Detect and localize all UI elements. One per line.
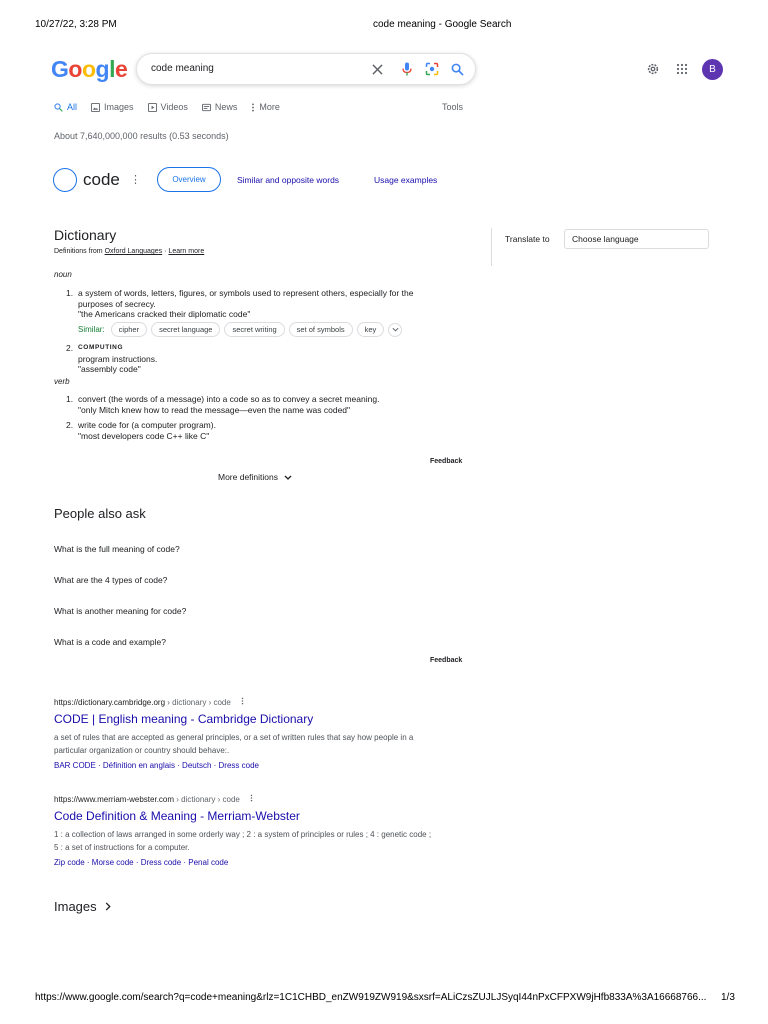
def-example: "the Americans cracked their diplomatic code" [78,309,251,319]
def-number: 1. [66,288,74,298]
definition-item [66,288,446,318]
print-datetime: 10/27/22, 3:28 PM [35,19,117,30]
similar-chip[interactable]: secret language [151,322,220,337]
gear-icon[interactable] [644,60,662,78]
def-number: 2. [66,343,74,353]
definition-item [66,394,446,416]
tab-videos[interactable] [148,102,188,112]
chevron-right-icon [105,902,111,911]
tab-all[interactable] [54,102,77,112]
google-logo[interactable] [51,56,127,83]
result-title[interactable]: Code Definition & Meaning - Merriam-Webster [54,809,300,823]
dictionary-title: Dictionary [54,227,117,243]
images-section-title: Images [54,899,97,914]
term-circle-icon [53,168,77,192]
chevron-down-icon[interactable] [388,323,402,337]
def-example: "only Mitch knew how to read the message—even the name was coded" [78,404,351,415]
def-number: 2. [66,420,74,430]
paa-question[interactable]: What is the full meaning of code? [54,544,180,554]
print-page-number: 1/3 [721,992,735,1003]
paa-question[interactable]: What is another meaning for code? [54,606,187,616]
pos-verb: verb [54,377,70,386]
result-domain: https://www.merriam-webster.com [54,795,175,804]
chevron-down-icon [284,475,292,480]
tab-images[interactable] [91,102,134,112]
more-vert-icon[interactable] [241,697,244,705]
logo-letter: l [109,56,115,82]
tab-label: Images [104,102,134,112]
result-url[interactable] [54,697,244,707]
images-section-header[interactable] [54,899,111,914]
logo-letter: e [114,56,128,82]
paa-question[interactable]: What is a code and example? [54,637,166,647]
search-tabs [54,102,280,112]
result-breadcrumb: › dictionary › code [165,698,231,707]
translate-label: Translate to [505,234,550,244]
tab-label: Videos [160,102,188,112]
search-icon [54,103,63,112]
avatar[interactable]: B [702,59,723,80]
def-domain-label: COMPUTING [78,344,124,351]
video-icon [148,103,157,112]
tab-label: More [259,102,280,112]
def-example: "assembly code" [78,364,141,374]
term-word: code [83,170,120,189]
tab-similar-opposite[interactable]: Similar and opposite words [237,175,340,185]
search-box[interactable] [136,53,476,85]
definition-item [66,343,446,375]
def-text: write code for (a computer program). [78,420,216,430]
source-sep: · [162,248,169,255]
similar-label: Similar: [78,325,105,334]
logo-letter: o [81,56,96,82]
more-definitions-button[interactable] [218,472,292,482]
tab-label: News [214,102,238,112]
def-text: convert (the words of a message) into a code so as to convey a secret meaning. [78,394,380,404]
more-vert-icon [251,103,255,112]
source-link[interactable]: Oxford Languages [104,248,163,255]
apps-grid-icon[interactable] [673,60,691,78]
similar-chip[interactable]: key [357,322,385,337]
news-icon [202,103,211,112]
tab-label: All [67,102,78,112]
more-definitions-label: More definitions [218,472,279,482]
result-breadcrumb: › dictionary › code [174,795,240,804]
dictionary-feedback-link[interactable]: Feedback [430,458,463,465]
result-stats: About 7,640,000,000 results (0.53 seconds) [54,131,229,141]
source-prefix: Definitions from [54,248,105,255]
pos-noun: noun [54,270,72,279]
translate-language-select[interactable]: Choose language [564,229,709,249]
result-sitelinks[interactable]: BAR CODE · Définition en anglais · Deutsch · Dress code [54,761,259,770]
logo-letter: G [51,56,69,82]
result-snippet: a set of rules that are accepted as general principles, or a set of written rules that say how people in a particular organization or country should behave:. [54,733,414,755]
result-domain: https://dictionary.cambridge.org [54,698,166,707]
tab-more[interactable] [251,102,280,112]
search-icon[interactable] [449,61,465,77]
result-sitelinks[interactable]: Zip code · Morse code · Dress code · Penal code [54,858,229,867]
paa-question[interactable]: What are the 4 types of code? [54,575,168,585]
definition-item [66,420,446,442]
logo-letter: g [95,56,110,82]
translate-divider [491,228,492,266]
image-icon [91,103,100,112]
people-also-ask-title: People also ask [54,506,146,521]
paa-feedback-link[interactable]: Feedback [430,657,463,664]
def-number: 1. [66,394,74,404]
search-input[interactable]: code meaning [151,63,214,74]
print-footer-url: https://www.google.com/search?q=code+meaning&rlz=1C1CHBD_enZW919ZW919&sxsrf=ALiCzsZUJLJSyqI44nPxCFPXW9jHfb833A%3A16668766... [35,992,707,1003]
result-url[interactable] [54,794,253,804]
lens-icon[interactable] [424,61,440,77]
similar-chip[interactable]: set of symbols [289,322,353,337]
tab-news[interactable] [202,102,238,112]
similar-chip[interactable]: secret writing [224,322,284,337]
more-vert-icon[interactable] [250,794,253,802]
tab-overview[interactable]: Overview [157,167,221,192]
mic-icon[interactable] [399,61,415,77]
learn-more-link[interactable]: Learn more [168,248,205,255]
def-text: program instructions. [78,353,158,364]
tools-button[interactable]: Tools [442,102,464,112]
result-title[interactable]: CODE | English meaning - Cambridge Dictionary [54,712,314,726]
tab-usage-examples[interactable]: Usage examples [374,175,438,185]
similar-words [78,322,402,337]
close-icon[interactable] [369,61,385,77]
logo-letter: o [68,56,82,82]
def-text: a system of words, letters, figures, or symbols used to represent others, especially for the purposes of secrecy. [78,288,414,309]
result-snippet: 1 : a collection of laws arranged in some orderly way ; 2 : a system of principles or rules ; 4 : genetic code ; 5 : a set of instructions for a computer. [54,830,432,852]
print-page-title: code meaning - Google Search [373,19,512,30]
similar-chip[interactable]: cipher [111,322,147,337]
term-more-button[interactable]: ⋮ [130,174,141,186]
def-example: "most developers code C++ like C" [78,430,210,441]
dictionary-source [54,248,204,255]
